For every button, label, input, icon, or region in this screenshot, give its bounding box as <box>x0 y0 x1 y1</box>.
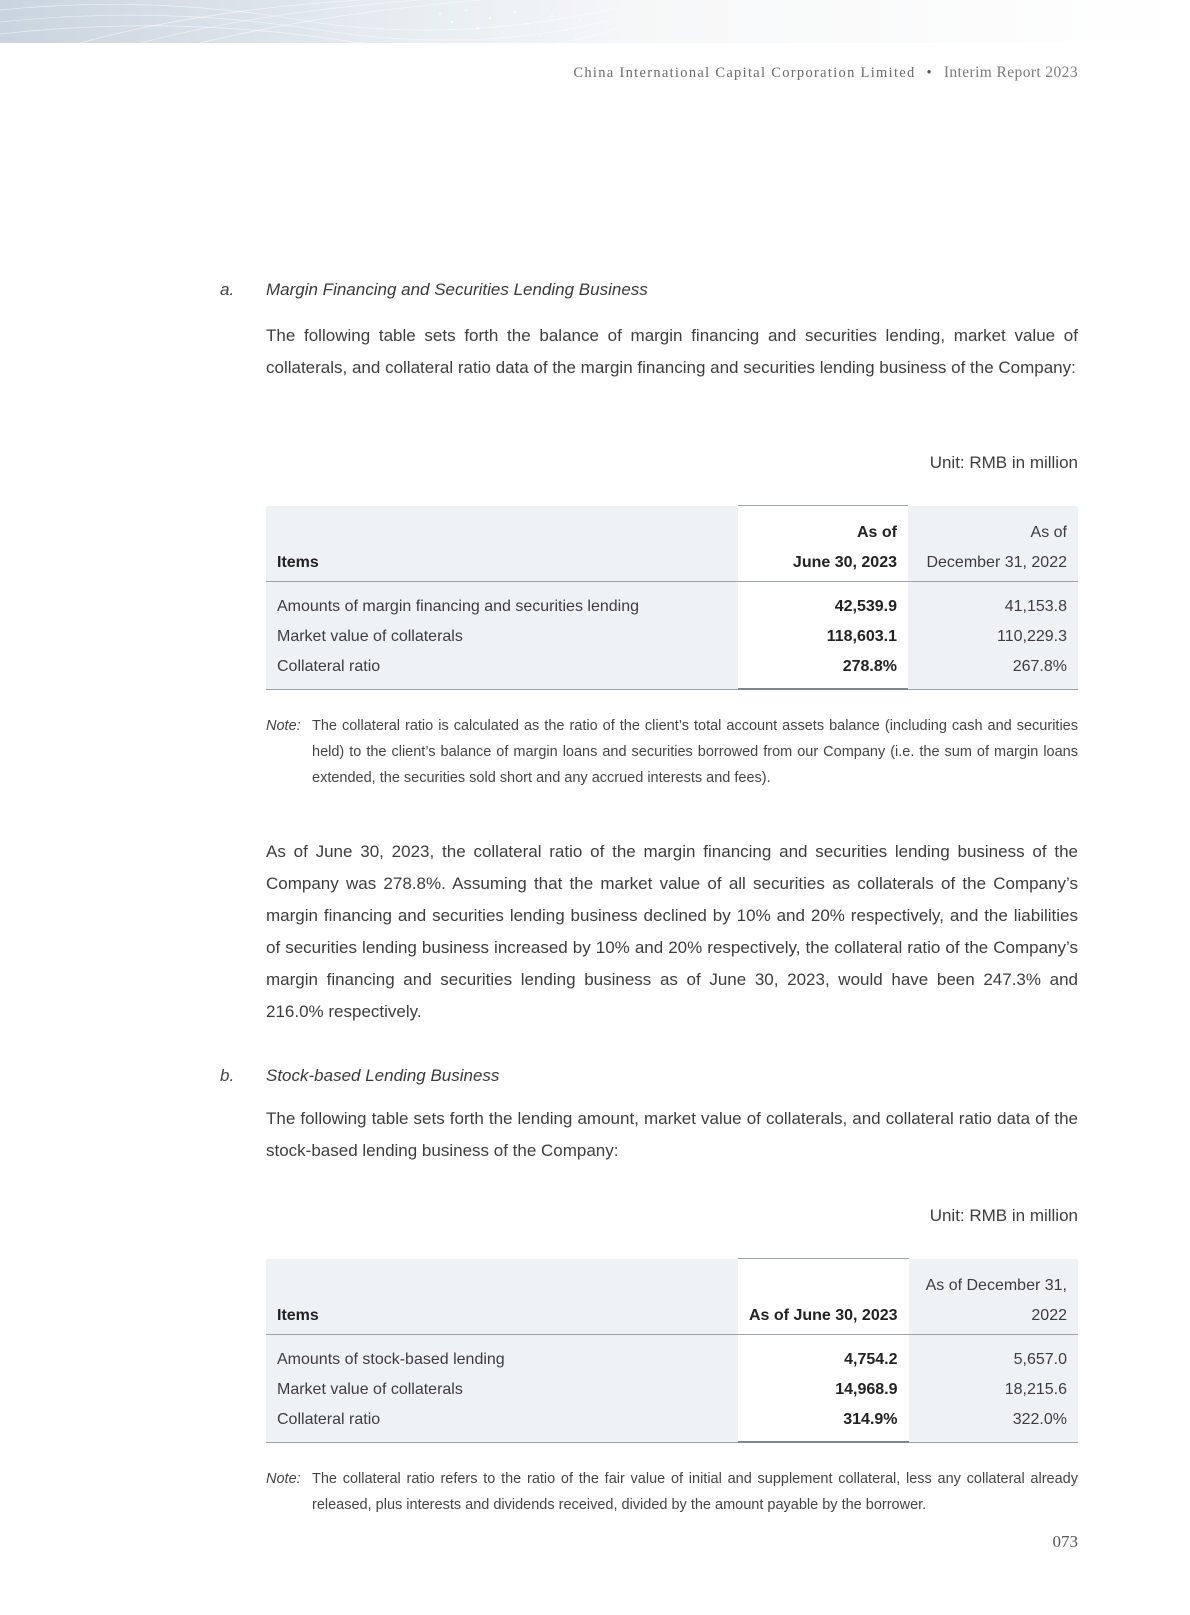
banner-fade <box>618 0 1190 43</box>
row-previous-value: 267.8% <box>908 652 1078 689</box>
table-header-row <box>266 542 1078 582</box>
section-a-analysis: As of June 30, 2023, the collateral ratio of the margin financing and securities lending business of the Company was 278.8%. Assuming that the market value of all securities as collaterals of the Company’s margin financing and securities lending business declined by 10% and 20% respectively, and the liabilities of securities lending business increased by 10% and 20% respectively, the collateral ratio of the Company’s margin financing and securities lending business as of June 30, 2023, would have been 247.3% and 216.0% respectively. <box>266 842 1078 1021</box>
table-row <box>266 622 1078 652</box>
row-current-value: 14,968.9 <box>738 1375 909 1405</box>
header-report-title: Interim Report 2023 <box>943 64 1078 81</box>
section-b-unit: Unit: RMB in million <box>929 1206 1078 1225</box>
note-text: The collateral ratio refers to the ratio of the fair value of initial and supplement collateral, less any collateral already released, plus interests and dividends received, divided by the amount payable by the borrower. <box>312 1471 1078 1513</box>
table-header-row <box>266 506 1078 543</box>
header-banner-image <box>0 0 618 43</box>
header-previous-line2: December 31, 2022 <box>908 542 1078 582</box>
header-cell-empty <box>266 506 738 543</box>
table-header-row <box>266 1295 1078 1335</box>
header-cell-empty <box>266 1259 738 1296</box>
row-item: Amounts of stock-based lending <box>266 1335 738 1376</box>
section-a-title: Margin Financing and Securities Lending Business <box>266 280 648 299</box>
header-current: As of June 30, 2023 <box>738 1295 909 1335</box>
table-row <box>266 652 1078 689</box>
section-a-intro: The following table sets forth the balance of margin financing and securities lending, market value of collaterals, and collateral ratio data of the margin financing and securities lending business of the Company: <box>266 326 1078 377</box>
stock-based-lending-table <box>266 1258 1078 1443</box>
row-previous-value: 5,657.0 <box>909 1335 1078 1376</box>
row-item: Market value of collaterals <box>266 1375 738 1405</box>
header-company: China International Capital Corporation Limited <box>573 65 916 81</box>
row-current-value: 118,603.1 <box>738 622 908 652</box>
banner-pattern <box>0 0 618 43</box>
header-items: Items <box>266 542 738 582</box>
section-b-note <box>266 1466 1078 1518</box>
header-previous-line1: As of December 31, <box>909 1259 1078 1296</box>
header-current-line2: June 30, 2023 <box>738 542 908 582</box>
table-header-row <box>266 1259 1078 1296</box>
note-label: Note: <box>266 1471 301 1487</box>
header-previous-line2: 2022 <box>909 1295 1078 1335</box>
table-row <box>266 582 1078 623</box>
section-a-note <box>266 713 1078 791</box>
header-bullet: • <box>926 65 933 81</box>
row-previous-value: 18,215.6 <box>909 1375 1078 1405</box>
row-current-value: 278.8% <box>738 652 908 689</box>
running-header <box>573 64 1078 82</box>
header-current-line1: As of <box>738 506 908 543</box>
row-item: Collateral ratio <box>266 1405 738 1442</box>
note-text: The collateral ratio is calculated as the ratio of the client’s total account assets balance (including cash and securities held) to the client’s balance of margin loans and securities borrowed from our Company (i.e. the sum of margin loans extended, the securities sold short and any accrued interests and fees). <box>312 718 1078 786</box>
row-item: Collateral ratio <box>266 652 738 689</box>
section-a-unit: Unit: RMB in million <box>929 453 1078 472</box>
row-previous-value: 322.0% <box>909 1405 1078 1442</box>
table-row <box>266 1335 1078 1376</box>
row-current-value: 4,754.2 <box>738 1335 909 1376</box>
row-previous-value: 41,153.8 <box>908 582 1078 623</box>
row-current-value: 314.9% <box>738 1405 909 1442</box>
header-previous-line1: As of <box>908 506 1078 543</box>
row-current-value: 42,539.9 <box>738 582 908 623</box>
page-number: 073 <box>1052 1532 1078 1551</box>
note-label: Note: <box>266 718 301 734</box>
row-item: Market value of collaterals <box>266 622 738 652</box>
row-previous-value: 110,229.3 <box>908 622 1078 652</box>
header-items: Items <box>266 1295 738 1335</box>
section-b-letter: b. <box>220 1066 235 1085</box>
section-b-title: Stock-based Lending Business <box>266 1066 500 1085</box>
header-cell-empty <box>738 1259 909 1296</box>
table-row <box>266 1375 1078 1405</box>
table-row <box>266 1405 1078 1442</box>
margin-financing-table <box>266 505 1078 690</box>
section-a-letter: a. <box>220 280 235 299</box>
row-item: Amounts of margin financing and securities lending <box>266 582 738 623</box>
section-b-intro: The following table sets forth the lending amount, market value of collaterals, and collateral ratio data of the stock-based lending business of the Company: <box>266 1109 1078 1160</box>
